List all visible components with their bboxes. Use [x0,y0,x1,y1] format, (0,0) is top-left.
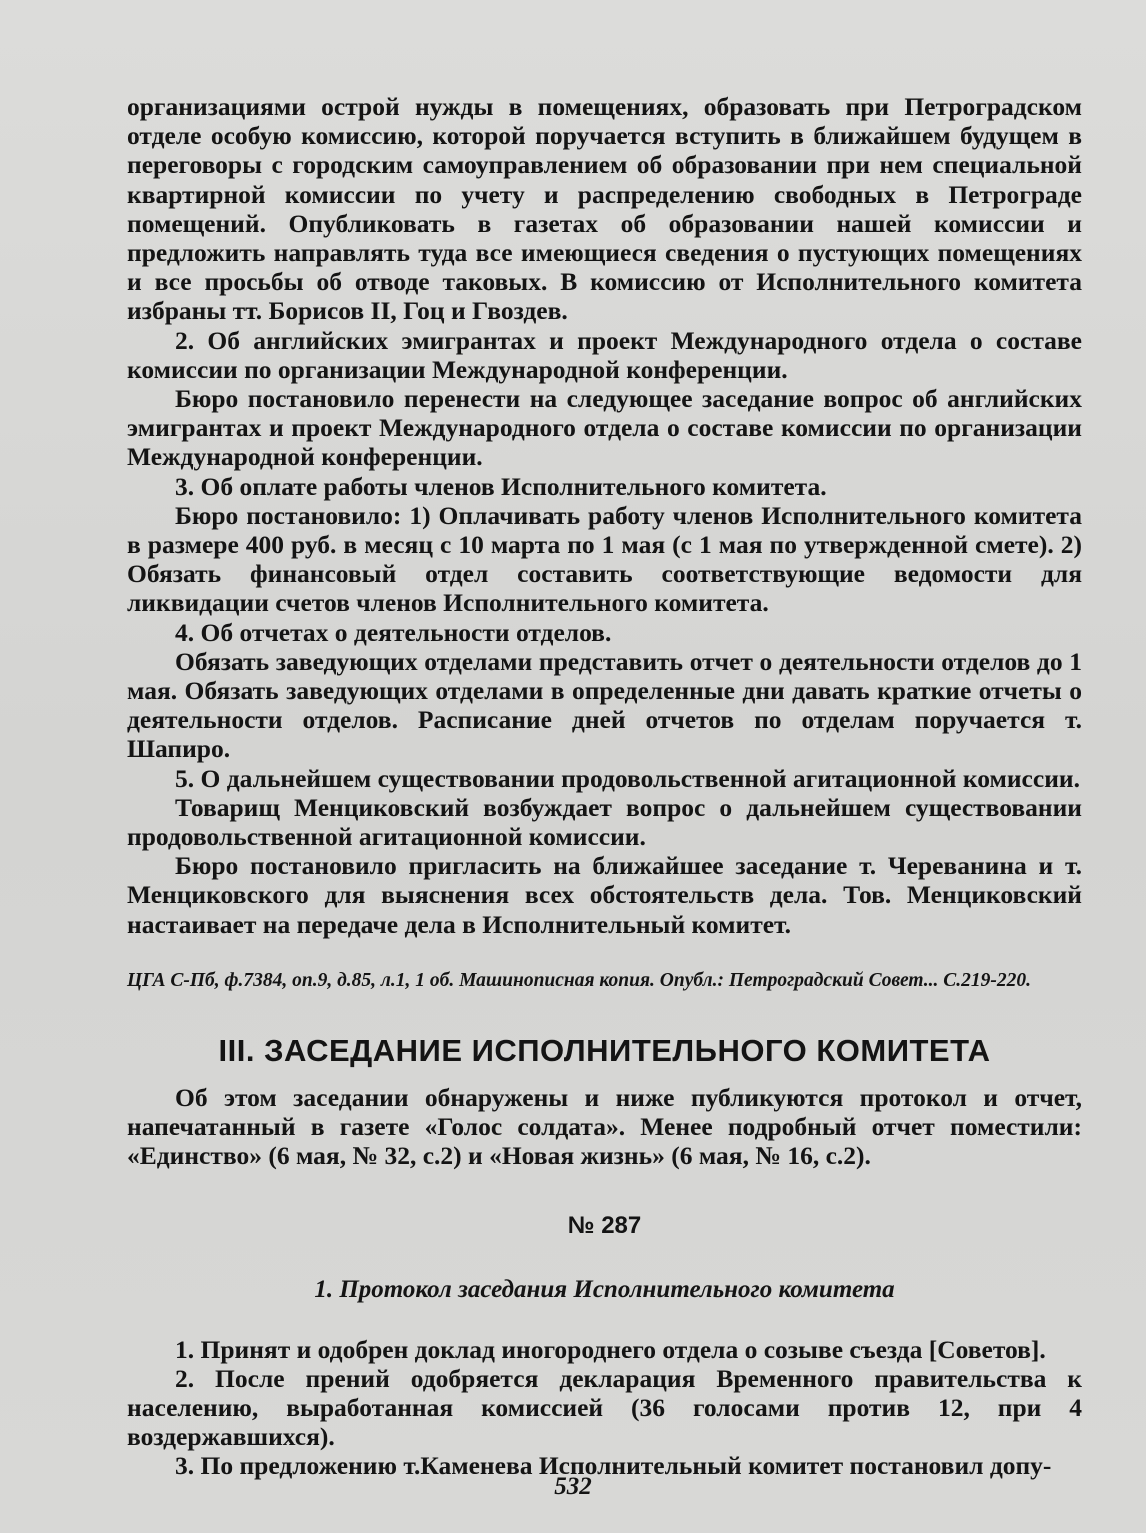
protocol-item-3: 3. По предложению т.Каменева Исполнительный комитет постановил допу- [175,1451,1052,1481]
section-heading: III. ЗАСЕДАНИЕ ИСПОЛНИТЕЛЬНОГО КОМИТЕТА [218,1032,991,1068]
agenda-item-2-decision: Бюро постановило перенести на следующее заседание вопрос об английских эмигрантах и проект Международного отдела о составе комиссии по организации Международной конференции. [127,384,1082,472]
agenda-item-3: 3. Об оплате работы членов Исполнительного комитета. [175,471,827,501]
paragraph-commission-housing: организациями острой нужды в помещениях, образовать при Петроградском отделе особую комиссию, которой поручается вступить в ближайшем будущем в переговоры с городским самоуправлением об образовании при нем специальной квартирной комиссии по учету и распределению свободных в Петрограде помещений. Опубликовать в газетах об образовании нашей комиссии и предложить направлять туда все имеющиеся сведения о пустующих помещениях и все просьбы об отводе таковых. В комиссию от Исполнительного комитета избраны тт. Борисов II, Гоц и Гвоздев. [127,92,1082,326]
document-number: № 287 [567,1211,642,1239]
agenda-item-4: 4. Об отчетах о деятельности отделов. [175,617,612,647]
agenda-item-5: 5. О дальнейшем существовании продовольственной агитационной комиссии. [175,763,1080,793]
agenda-item-5-decision: Бюро постановило пригласить на ближайшее заседание т. Череванина и т. Менциковского для выяснения всех обстоятельств дела. Тов. Менциковский настаивает на передаче дела в Исполнительный комитет. [127,851,1082,939]
agenda-item-3-decision: Бюро постановило: 1) Оплачивать работу членов Исполнительного комитета в размере 400 руб. в месяц с 10 марта по 1 мая (с 1 мая по утвержденной смете). 2) Обязать финансовый отдел составить соответствующие ведомости для ликвидации счетов членов Исполнительного комитета. [127,500,1082,618]
agenda-item-4-decision: Обязать заведующих отделами представить отчет о деятельности отделов до 1 мая. Обязать заведующих отделами в определенные дни давать краткие отчеты о деятельности отделов. Расписание дней отчетов по отделам поручается т. Шапиро. [127,646,1082,764]
page-number: 532 [554,1473,592,1500]
agenda-item-2: 2. Об английских эмигрантах и проект Международного отдела о составе комиссии по организации Международной конференции. [127,325,1082,384]
agenda-item-5-text: Товарищ Менциковский возбуждает вопрос о дальнейшем существовании продовольственной агитационной комиссии. [127,792,1082,852]
protocol-items [127,1335,1082,1481]
document-subtitle: 1. Протокол заседания Исполнительного комитета [314,1275,895,1303]
archive-source-note: ЦГА С-Пб, ф.7384, оп.9, д.85, л.1, 1 об. Машинописная копия. Опубл.: Петроградский Совет... С.219-220. [127,969,1031,991]
section-intro: Об этом заседании обнаружены и ниже публикуются протокол и отчет, напечатанный в газете «Голос солдата». Менее подробный отчет поместили: «Единство» (6 мая, № 32, с.2) и «Новая жизнь» (6 мая, № 16, с.2). [127,1082,1082,1171]
text-column [127,92,1082,1481]
protocol-item-2: 2. После прений одобряется декларация Временного правительства к населению, выработанная комиссией (36 голосами против 12, при 4 воздержавшихся). [127,1363,1082,1452]
protocol-item-1: 1. Принят и одобрен доклад иногороднего отдела о созыве съезда [Советов]. [175,1334,1046,1364]
